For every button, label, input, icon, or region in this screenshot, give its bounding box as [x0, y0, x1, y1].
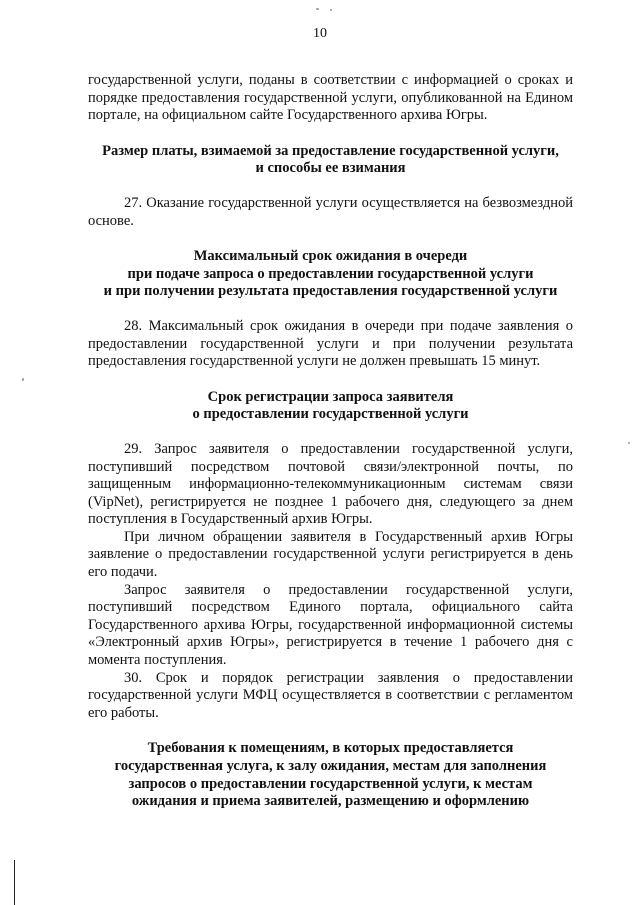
scan-artifact	[330, 9, 332, 11]
page-number: 10	[313, 26, 327, 41]
scan-edge-line	[14, 860, 15, 905]
section-heading	[88, 740, 573, 810]
heading-line: о предоставлении государственной услуги	[192, 406, 469, 423]
heading-line: государственная услуга, к залу ожидания, местам для заполнения	[114, 758, 547, 774]
spacer	[88, 722, 573, 740]
spacer	[88, 125, 573, 143]
paragraph: Запрос заявителя о предоставлении государственной услуги, поступивший посредством Единого портала, официального сайта Государственного архива Югры, государственной информационной системы «Электронный архив Югры», регистрируется в течение 1 рабочего дня с момента поступления.	[88, 581, 573, 669]
paragraph: 29. Запрос заявителя о предоставлении государственной услуги, поступивший посредством почтовой связи/электронной почты, по защищенным информационно-телекоммуникационным системам связи (VipNet), регистрируется не позднее 1 рабочего дня, следующего за днем поступления в Государственный архив Югры.	[88, 440, 573, 528]
paragraph: При личном обращении заявителя в Государственный архив Югры заявление о предоставлении государственной услуги регистрируется в день его подачи.	[88, 528, 573, 581]
spacer	[88, 178, 573, 195]
heading-line: и при получении результата предоставления государственной услуги	[103, 283, 558, 300]
paragraph: государственной услуги, поданы в соответствии с информацией о сроках и порядке предоставления государственной услуги, опубликованной на Едином портале, на официальном сайте Государственного архива Югры.	[88, 72, 573, 124]
heading-line: ожидания и приема заявителей, размещению и оформлению	[131, 793, 530, 810]
scan-artifact	[628, 442, 630, 444]
scan-artifact	[316, 8, 319, 10]
spacer	[88, 811, 573, 828]
scan-artifact	[22, 378, 24, 381]
heading-line: Срок регистрации запроса заявителя	[207, 388, 454, 405]
heading-line: и способы ее взимания	[255, 160, 406, 177]
section-heading	[88, 143, 573, 178]
paragraph: 27. Оказание государственной услуги осуществляется на безвозмездной основе.	[88, 194, 573, 229]
spacer	[88, 301, 573, 318]
spacer	[88, 230, 573, 248]
paragraph: 28. Максимальный срок ожидания в очереди при подаче заявления о предоставлении государственной услуги и при получении результата предоставления государственной услуги не должен превышать 15 минут.	[88, 317, 573, 370]
heading-line: Размер платы, взимаемой за предоставление государственной услуги,	[102, 142, 559, 159]
document-body	[88, 72, 573, 828]
heading-line: при подаче запроса о предоставлении государственной услуги	[127, 265, 534, 282]
heading-line: Максимальный срок ожидания в очереди	[193, 248, 468, 265]
section-heading	[88, 389, 573, 424]
section-heading	[88, 248, 573, 301]
paragraph: 30. Срок и порядок регистрации заявления о предоставлении государственной услуги МФЦ осуществляется в соответствии с регламентом его работы.	[88, 669, 573, 721]
heading-line: Требования к помещениям, в которых предоставляется	[147, 740, 514, 757]
spacer	[88, 424, 573, 441]
spacer	[88, 371, 573, 389]
heading-line: запросов о предоставлении государственной услуги, к местам	[128, 775, 533, 792]
